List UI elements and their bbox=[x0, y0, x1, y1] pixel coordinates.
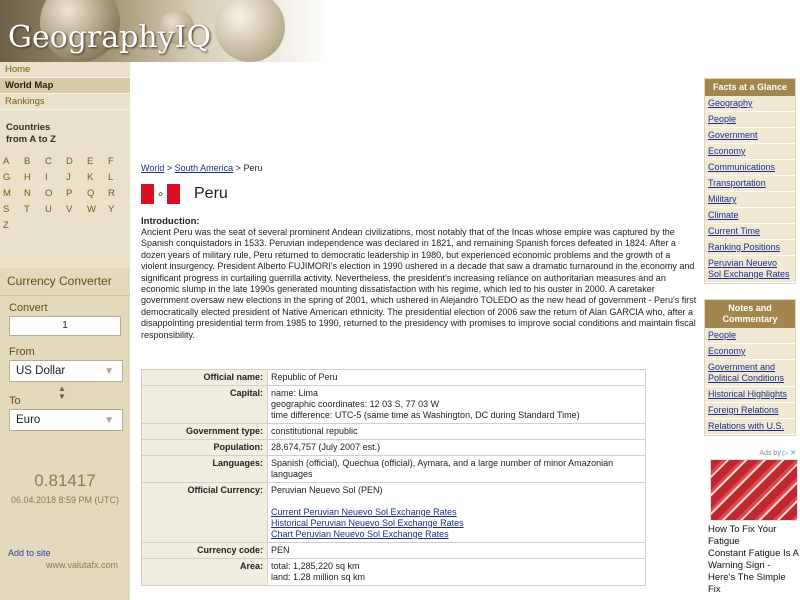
letter-link[interactable]: E bbox=[87, 156, 94, 167]
letter-link[interactable]: O bbox=[45, 188, 53, 199]
facts-at-a-glance-box bbox=[704, 78, 796, 284]
conversion-rate: 0.81417 bbox=[34, 471, 96, 490]
globe-image bbox=[215, 0, 285, 62]
facts-link[interactable]: People bbox=[705, 112, 795, 128]
ad-label bbox=[704, 449, 800, 457]
fact-label: Area: bbox=[142, 559, 268, 586]
facts-link[interactable]: Geography bbox=[705, 96, 795, 112]
fact-label: Languages: bbox=[142, 456, 268, 483]
notes-commentary-title: Notes and Commentary bbox=[705, 300, 795, 328]
country-title-row bbox=[141, 183, 701, 205]
facts-link[interactable]: Ranking Positions bbox=[705, 240, 795, 256]
letter-link[interactable]: Y bbox=[108, 204, 115, 215]
introduction-heading: Introduction: bbox=[141, 216, 200, 227]
fact-label: Currency code: bbox=[142, 543, 268, 559]
from-currency-value: US Dollar bbox=[16, 365, 66, 377]
facts-link[interactable]: Transportation bbox=[705, 176, 795, 192]
amount-input[interactable]: 1 bbox=[9, 316, 121, 336]
nav-home[interactable]: Home bbox=[0, 62, 130, 78]
adchoices-icon[interactable]: ▷ bbox=[782, 450, 789, 457]
site-logo[interactable]: GeographyIQ bbox=[8, 20, 212, 55]
notes-link[interactable]: Foreign Relations bbox=[705, 403, 795, 419]
letter-link[interactable]: D bbox=[66, 156, 73, 167]
table-row bbox=[142, 456, 646, 483]
countries-heading bbox=[0, 110, 130, 146]
notes-link[interactable]: Economy bbox=[705, 344, 795, 360]
chevron-down-icon: ▼ bbox=[104, 366, 114, 377]
flag-icon bbox=[141, 184, 180, 204]
capital-line: name: Lima bbox=[271, 388, 319, 398]
letter-link[interactable]: W bbox=[87, 204, 96, 215]
breadcrumb-region[interactable]: South America bbox=[174, 163, 234, 173]
letter-link[interactable]: R bbox=[108, 188, 115, 199]
current-rates-link[interactable]: Current Peruvian Neuevo Sol Exchange Rates bbox=[271, 507, 457, 517]
facts-at-a-glance-title: Facts at a Glance bbox=[705, 79, 795, 96]
facts-link[interactable]: Current Time bbox=[705, 224, 795, 240]
letter-link[interactable]: Z bbox=[3, 220, 9, 231]
nav-world-map[interactable]: World Map bbox=[0, 78, 130, 94]
facts-link[interactable]: Government bbox=[705, 128, 795, 144]
chevron-down-icon: ▼ bbox=[104, 415, 114, 426]
ad-image[interactable] bbox=[710, 459, 798, 521]
fact-label: Population: bbox=[142, 440, 268, 456]
notes-commentary-box bbox=[704, 299, 796, 436]
countries-heading-line: Countries bbox=[6, 122, 51, 133]
facts-link[interactable]: Military bbox=[705, 192, 795, 208]
notes-links-list bbox=[705, 328, 795, 435]
capital-line: time difference: UTC-5 (same time as Washington, DC during Standard Time) bbox=[271, 410, 580, 420]
letter-link[interactable]: M bbox=[3, 188, 11, 199]
chart-rates-link[interactable]: Chart Peruvian Neuevo Sol Exchange Rates bbox=[271, 529, 449, 539]
ad-headline[interactable]: How To Fix Your Fatigue bbox=[708, 524, 777, 547]
site-header bbox=[0, 0, 330, 62]
to-label: To bbox=[9, 395, 21, 407]
breadcrumb-current: Peru bbox=[243, 163, 263, 173]
from-label: From bbox=[9, 346, 35, 358]
table-row bbox=[142, 370, 646, 386]
arrow-down-icon: ▼ bbox=[58, 392, 66, 401]
to-currency-value: Euro bbox=[16, 414, 41, 426]
fact-label: Official Currency: bbox=[142, 483, 268, 543]
to-currency-select[interactable] bbox=[9, 409, 123, 431]
fact-value bbox=[268, 483, 646, 543]
historical-rates-link[interactable]: Historical Peruvian Neuevo Sol Exchange Rates bbox=[271, 518, 464, 528]
fact-value: Spanish (official), Quechua (official), Aymara, and a large number of minor Amazonian languages bbox=[268, 456, 646, 483]
advertisement[interactable] bbox=[704, 449, 800, 596]
table-row bbox=[142, 543, 646, 559]
letter-link[interactable]: T bbox=[24, 204, 30, 215]
close-icon[interactable]: ✕ bbox=[790, 450, 796, 457]
fact-value bbox=[268, 386, 646, 424]
letter-link[interactable]: Q bbox=[87, 188, 95, 199]
letter-link[interactable]: A bbox=[3, 156, 10, 167]
capital-line: geographic coordinates: 12 03 S, 77 03 W bbox=[271, 399, 440, 409]
ad-text[interactable] bbox=[704, 524, 800, 596]
fact-value: Republic of Peru bbox=[268, 370, 646, 386]
fact-value bbox=[268, 559, 646, 586]
flag-stripe bbox=[154, 184, 167, 204]
table-row bbox=[142, 483, 646, 543]
letter-link[interactable]: J bbox=[66, 172, 71, 183]
fact-label: Official name: bbox=[142, 370, 268, 386]
nav-rankings[interactable]: Rankings bbox=[0, 94, 130, 110]
fact-value: PEN bbox=[268, 543, 646, 559]
letter-link[interactable]: N bbox=[24, 188, 31, 199]
letter-link[interactable]: H bbox=[24, 172, 31, 183]
letter-link[interactable]: V bbox=[66, 204, 73, 215]
introduction-text: Ancient Peru was the seat of several prominent Andean civilizations, most notably that of the Incas whose empire was captured by the Spanish conquistadors in 1533. Peruvian independence was declared in 1821, and remaining Spanish forces defeated in 1824. After a dozen years of military rule, Peru returned to democratic leadership in 1980, but experienced economic problems and the growth of a violent insurgency. President Alberto FUJIMORI's election in 1990 ushered in a decade that saw a dramatic turnaround in the economy and significant progress in curtailing guerrilla activity. Nevertheless, the president's increasing reliance on authoritarian measures and an economic slump in the late 1990s generated mounting dissatisfaction with his regime, which led to his ouster in 2000. A caretaker government oversaw new elections in the spring of 2001, which ushered in Alejandro TOLEDO as the new head of government - Peru's first democratically elected president of Native American ethnicity. The presidential election of 2006 saw the return of Alan GARCIA who, after a disappointing presidential term from 1985 to 1990, returned to the presidency with promises to improve social conditions and maintain fiscal responsibility. bbox=[141, 227, 697, 340]
notes-link[interactable]: Relations with U.S. bbox=[705, 419, 795, 435]
notes-link[interactable]: Government and Political Conditions bbox=[705, 360, 795, 387]
fact-value: 28,674,757 (July 2007 est.) bbox=[268, 440, 646, 456]
letter-link[interactable]: P bbox=[66, 188, 73, 199]
facts-link[interactable]: Climate bbox=[705, 208, 795, 224]
letter-link[interactable]: S bbox=[3, 204, 10, 215]
source-label: www.valutafx.com bbox=[46, 560, 119, 570]
fact-label: Government type: bbox=[142, 424, 268, 440]
facts-link[interactable]: Communications bbox=[705, 160, 795, 176]
country-facts-table bbox=[141, 369, 646, 586]
letter-link[interactable]: U bbox=[45, 204, 52, 215]
main-content bbox=[141, 163, 701, 341]
rate-timestamp: 06.04.2018 8:59 PM (UTC) bbox=[10, 495, 120, 505]
table-row bbox=[142, 424, 646, 440]
letter-link[interactable]: I bbox=[45, 172, 48, 183]
add-to-site-link[interactable]: Add to site bbox=[8, 548, 51, 558]
coat-of-arms-icon: ✿ bbox=[157, 191, 164, 198]
table-row bbox=[142, 440, 646, 456]
letter-link[interactable]: L bbox=[108, 172, 114, 183]
fact-label: Capital: bbox=[142, 386, 268, 424]
letter-link[interactable]: K bbox=[87, 172, 94, 183]
breadcrumb-separator: > bbox=[166, 163, 175, 173]
breadcrumb-world[interactable]: World bbox=[141, 163, 165, 173]
breadcrumb-separator: > bbox=[235, 163, 244, 173]
currency-converter bbox=[0, 268, 130, 600]
convert-label: Convert bbox=[9, 302, 48, 314]
facts-links-list bbox=[705, 96, 795, 283]
alphabet-index bbox=[0, 146, 130, 231]
from-currency-select[interactable] bbox=[9, 360, 123, 382]
letter-link[interactable]: B bbox=[24, 156, 31, 167]
facts-link[interactable]: Economy bbox=[705, 144, 795, 160]
page-title: Peru bbox=[194, 185, 228, 202]
letter-link[interactable]: C bbox=[45, 156, 52, 167]
letter-link[interactable]: F bbox=[108, 156, 114, 167]
fact-value: constitutional republic bbox=[268, 424, 646, 440]
countries-heading-line: from A to Z bbox=[6, 134, 56, 145]
notes-link[interactable]: Historical Highlights bbox=[705, 387, 795, 403]
table-row bbox=[142, 386, 646, 424]
ad-label-text: Ads by bbox=[759, 450, 781, 457]
currency-converter-title: Currency Converter bbox=[0, 268, 130, 296]
flag-stripe bbox=[167, 184, 180, 204]
flag-stripe bbox=[141, 184, 154, 204]
letter-link[interactable]: G bbox=[3, 172, 11, 183]
facts-link[interactable]: Peruvian Neuevo Sol Exchange Rates bbox=[705, 256, 795, 283]
breadcrumb bbox=[141, 163, 701, 173]
area-line: total: 1,285,220 sq km bbox=[271, 561, 360, 571]
currency-value: Peruvian Neuevo Sol (PEN) bbox=[271, 485, 383, 495]
table-row bbox=[142, 559, 646, 586]
area-line: land: 1.28 million sq km bbox=[271, 572, 366, 582]
arrow-up-icon: ▲ bbox=[58, 384, 66, 393]
ad-body[interactable]: Constant Fatigue Is A Warning Sign - Here's The Simple Fix bbox=[708, 548, 799, 595]
notes-link[interactable]: People bbox=[705, 328, 795, 344]
